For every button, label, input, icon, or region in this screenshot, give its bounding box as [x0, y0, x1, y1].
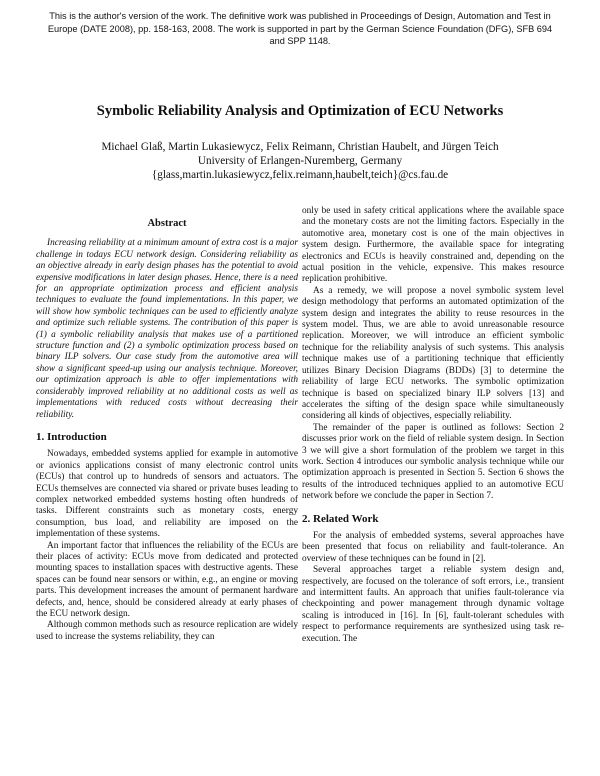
paragraph: As a remedy, we will propose a novel symbolic system level design methodology that performs an automated optimization of the system design and integrates the ability to reuse resources in the system model. Thus, we are able to avoid unreasonable resource replication. Moreover, we will introduce an efficient symbolic technique for the reliability analysis of such systems. This analysis technique makes use of a partitioning technique that efficiently utilizes Binary Decision Diagrams (BDDs) [3] to determine the reliability of large ECU networks. The symbolic optimization technique is based on specialized binary ILP solvers [13] and accelerates the sifting of the design space while simultaneously considering all kinds of objectives, especially reliability.	[302, 285, 564, 422]
abstract-text: Increasing reliability at a minimum amount of extra cost is a major challenge in todays ECU network design. Considering reliability as an objective already in early design phases has the potential to avoid expensive modifications in later design phases. Hence, there is a need for an appropriate optimization process and efficient analysis techniques to evaluate the found implementations. In this paper, we will show how symbolic techniques can be used to efficiently analyze and optimize such reliable systems. The contribution of this paper is (1) a symbolic reliability analysis that makes use of a partitioned structure function and (2) a symbolic optimization process based on binary ILP solvers. Our case study from the automotive area will show a significant speed-up using our analysis technique. Moreover, our optimization approach is able to offer implementations with considerably improved reliability at no additional costs as well as implementations with reduced costs without decreasing their reliability.	[36, 238, 298, 420]
right-column	[302, 206, 564, 645]
paragraph: The remainder of the paper is outlined as follows: Section 2 discusses prior work on the field of reliable system design. In Section 3 we will give a short formulation of the problem we target in this work. Section 4 introduces our symbolic analysis technique while our optimization approach is presented in Section 5. Section 6 shows the results of the introduced techniques applied to an automotive ECU network before we conclude the paper in Section 7.	[302, 422, 564, 502]
author-block	[40, 140, 560, 182]
left-column	[36, 206, 298, 643]
paragraph: For the analysis of embedded systems, several approaches have been presented that focus on reliability and fault-tolerance. An overview of these techniques can be found in [2].	[302, 530, 564, 564]
paragraph-continued: only be used in safety critical applications where the available space and the monetary costs are not the limiting factors. Especially in the automotive area, monetary cost is one of the main objectives in system design. Furthermore, the available space for integrating electronics and ECUs is heavily constrained and, depending on the actual position in the vehicle, expensive. This makes resource replication prohibitive.	[302, 206, 564, 285]
section-heading-introduction: 1. Introduction	[36, 430, 107, 443]
author-list: Michael Glaß, Martin Lukasiewycz, Felix Reimann, Christian Haubelt, and Jürgen Teich	[101, 141, 499, 153]
abstract-heading: Abstract	[147, 218, 187, 229]
paper-title: Symbolic Reliability Analysis and Optimization of ECU Networks	[96, 103, 504, 119]
paragraph: Nowadays, embedded systems applied for example in automotive or avionics applications consist of many electronic control units (ECUs) that control up to hundreds of sensors and actuators. The ECUs themselves are connected via shared or private buses leading to complex networked embedded systems hosting often hundreds of tasks. Different constraints such as monetary costs, energy consumption, bus load, and reliability are imposed on the implementation of these systems.	[36, 449, 298, 540]
section-heading-related-work: 2. Related Work	[302, 512, 379, 525]
paragraph: An important factor that influences the reliability of the ECUs are their places of activity: ECUs move from dedicated and protected mounting spaces to installation spaces with destructive agents. These spaces can be found near sensors or within, e.g., an engine or moving parts. This development increases the amount of permanent hardware defects, and, hence, should be considered already at early phases of the ECU network design.	[36, 540, 298, 619]
author-emails: {glass,martin.lukasiewycz,felix.reimann,haubelt,teich}@cs.fau.de	[151, 169, 449, 181]
affiliation: University of Erlangen-Nuremberg, Germany	[197, 155, 403, 167]
publication-note: This is the author's version of the work. The definitive work was published in Proceedings of Design, Automation and Test in Europe (DATE 2008), pp. 158-163, 2008. The work is supported in part by the German Science Foundation (DFG), SFB 694 and SPP 1148.	[47, 11, 553, 46]
paragraph: Although common methods such as resource replication are widely used to increase the systems reliability, they can	[36, 620, 298, 642]
paragraph: Several approaches target a reliable system design and, respectively, are focused on the tolerance of soft errors, i.e., transient and intermittent faults. An approach that unifies fault-tolerance via checkpointing and power management through dynamic voltage scaling is introduced in [16]. In [6], fault-tolerant schedules with respect to performance requirements are synthesized using task re-execution. The	[302, 565, 564, 644]
